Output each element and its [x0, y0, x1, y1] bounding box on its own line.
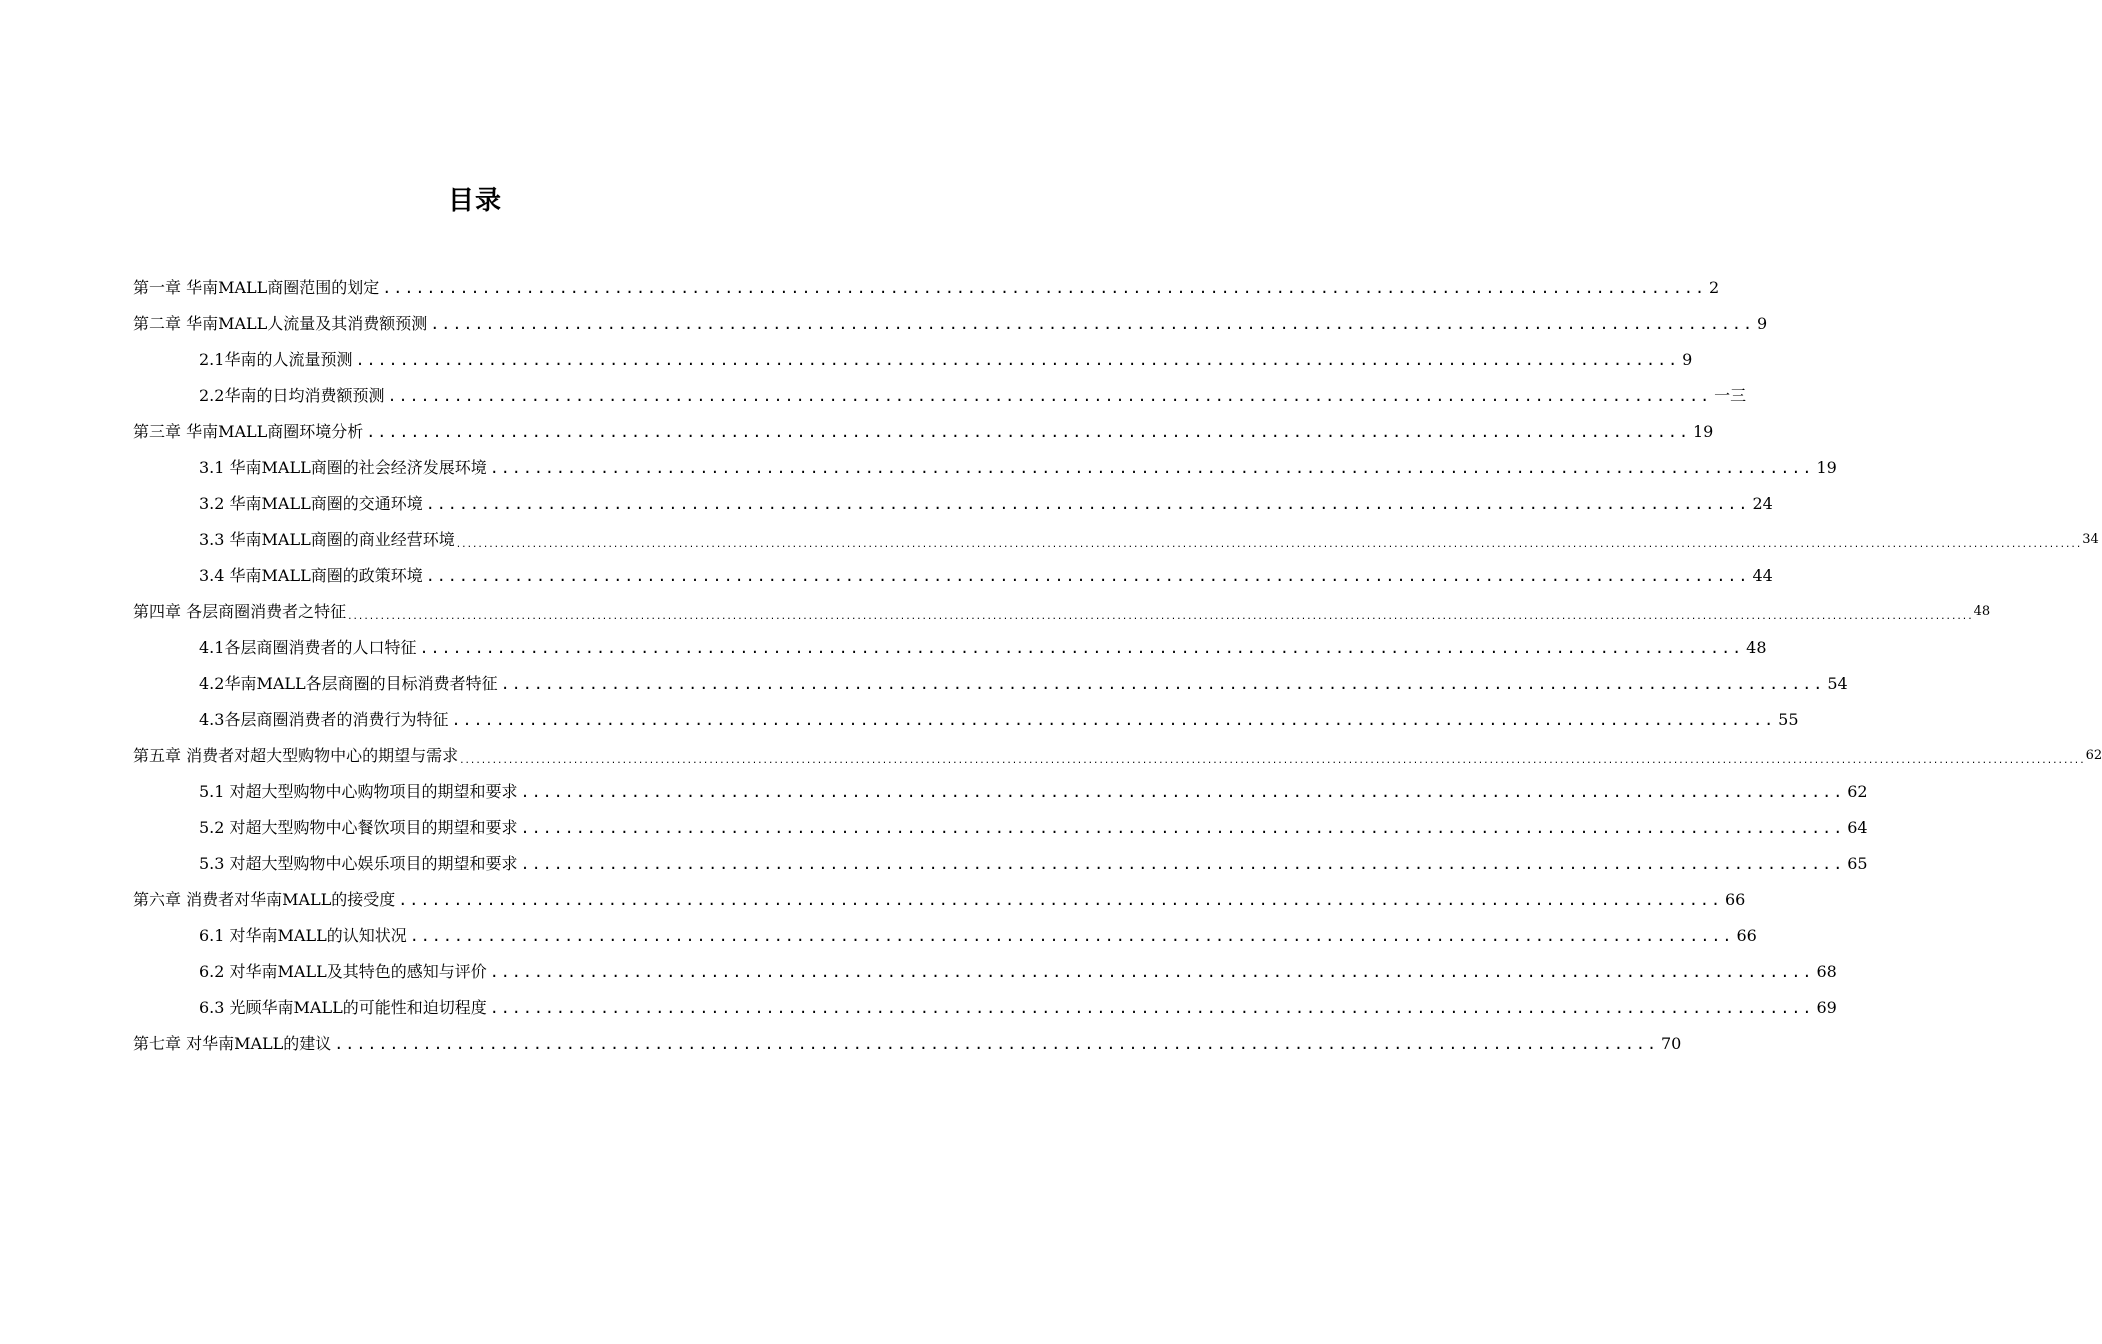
toc-page-number: 19	[1692, 422, 1714, 441]
toc-page-number: 9	[1682, 350, 1693, 369]
toc-dot-leader: ........................................................................................................................	[430, 315, 1754, 333]
toc-entry-title: 6.1 对华南MALL的认知状况	[199, 926, 407, 945]
toc-entry[interactable]	[133, 378, 1747, 414]
toc-entry-title: 第六章 消费者对华南MALL的接受度	[133, 890, 396, 909]
toc-page-number: 48	[1973, 604, 1991, 619]
toc-entry-title: 第一章 华南MALL商圈范围的划定	[133, 278, 380, 297]
toc-entry-title: 3.3 华南MALL商圈的商业经营环境	[199, 530, 455, 549]
toc-entry[interactable]	[133, 270, 1720, 306]
toc-page-number: 34	[2082, 532, 2099, 547]
toc-entry-title: 第三章 华南MALL商圈环境分析	[133, 422, 364, 441]
toc-entry-title: 5.2 对超大型购物中心餐饮项目的期望和要求	[199, 818, 518, 837]
toc-entry-title: 6.3 光顾华南MALL的可能性和迫切程度	[199, 998, 487, 1017]
toc-entry[interactable]	[133, 954, 1837, 990]
toc-entry[interactable]	[133, 702, 1799, 738]
toc-entry-title: 2.1华南的人流量预测	[199, 350, 353, 369]
toc-page-number: 70	[1660, 1034, 1682, 1053]
toc-entry[interactable]	[133, 666, 1848, 702]
toc-page-number: 66	[1736, 926, 1757, 945]
toc-page-number: 一三	[1714, 386, 1747, 405]
toc-entry-title: 6.2 对华南MALL及其特色的感知与评价	[199, 962, 487, 981]
toc-page-number: 19	[1816, 458, 1837, 477]
toc-page-number: 68	[1816, 962, 1837, 981]
toc-entry[interactable]	[133, 918, 1757, 954]
toc-page-number: 62	[1847, 782, 1868, 801]
toc-page-number: 54	[1827, 674, 1848, 693]
toc-entry-title: 第二章 华南MALL人流量及其消费额预测	[133, 314, 428, 333]
toc-entry[interactable]	[133, 882, 1746, 918]
toc-dot-leader: ........................................................................................................................	[425, 495, 1750, 513]
toc-dot-leader: ........................................................................................................................	[489, 459, 1814, 477]
toc-entry[interactable]	[133, 558, 1773, 594]
toc-entry[interactable]	[133, 810, 1868, 846]
toc-dot-leader: ........................................................................................................................	[520, 783, 1845, 801]
toc-dot-leader: ........................................................................................................................	[382, 279, 1706, 297]
toc-dot-leader: ........................................................................................................................	[334, 1035, 1658, 1053]
toc-entry-title: 2.2华南的日均消费额预测	[199, 386, 385, 405]
toc-dot-leader: ........................................................................................................................	[489, 963, 1814, 981]
toc-entry[interactable]	[133, 774, 1868, 810]
toc-dot-leader: ........................................................................................................................	[366, 423, 1690, 441]
toc-page-number: 48	[1746, 638, 1767, 657]
toc-entry[interactable]	[133, 990, 1837, 1026]
toc-dot-leader: ........................................................................................................................	[387, 387, 1712, 405]
toc-entry[interactable]	[133, 522, 2099, 558]
toc-entry-title: 5.3 对超大型购物中心娱乐项目的期望和要求	[199, 854, 518, 873]
toc-page-number: 65	[1847, 854, 1868, 873]
toc-entry[interactable]	[133, 486, 1773, 522]
toc-entry[interactable]	[133, 306, 1768, 342]
toc-page-number: 69	[1816, 998, 1837, 1017]
toc-dot-leader: ............................................................................................................................................................................................................................................................................................................	[347, 612, 1973, 622]
toc-dot-leader: ........................................................................................................................	[520, 855, 1845, 873]
toc-dot-leader: ........................................................................................................................	[398, 891, 1722, 909]
toc-entry[interactable]	[133, 630, 1767, 666]
toc-page-number: 66	[1724, 890, 1746, 909]
table-of-contents	[133, 270, 2102, 1062]
toc-page-number: 62	[2085, 748, 2102, 763]
toc-entry[interactable]	[133, 1026, 1682, 1062]
toc-page-number: 9	[1756, 314, 1768, 333]
toc-dot-leader: ........................................................................................................................	[451, 711, 1776, 729]
toc-dot-leader: ........................................................................................................................	[355, 351, 1680, 369]
toc-page-number: 55	[1778, 710, 1799, 729]
toc-entry-title: 第七章 对华南MALL的建议	[133, 1034, 332, 1053]
toc-entry-title: 3.2 华南MALL商圈的交通环境	[199, 494, 423, 513]
toc-dot-leader: ............................................................................................................................................................................................................................................................................................................	[455, 540, 2082, 550]
toc-entry-title: 第五章 消费者对超大型购物中心的期望与需求	[133, 746, 459, 765]
toc-entry-title: 3.4 华南MALL商圈的政策环境	[199, 566, 423, 585]
toc-entry-title: 5.1 对超大型购物中心购物项目的期望和要求	[199, 782, 518, 801]
toc-dot-leader: ........................................................................................................................	[520, 819, 1845, 837]
toc-entry-title: 4.2华南MALL各层商圈的目标消费者特征	[199, 674, 498, 693]
toc-entry-title: 第四章 各层商圈消费者之特征	[133, 602, 347, 621]
toc-entry[interactable]	[133, 594, 1991, 630]
toc-dot-leader: ........................................................................................................................	[500, 675, 1825, 693]
toc-dot-leader: ............................................................................................................................................................................................................................................................................................................	[459, 756, 2085, 766]
toc-entry-title: 4.3各层商圈消费者的消费行为特征	[199, 710, 449, 729]
toc-entry[interactable]	[133, 846, 1868, 882]
toc-dot-leader: ........................................................................................................................	[409, 927, 1734, 945]
toc-entry[interactable]	[133, 738, 2102, 774]
toc-entry-title: 4.1各层商圈消费者的人口特征	[199, 638, 417, 657]
toc-entry[interactable]	[133, 414, 1714, 450]
toc-page-number: 2	[1708, 278, 1720, 297]
toc-entry[interactable]	[133, 450, 1837, 486]
toc-entry[interactable]	[133, 342, 1693, 378]
toc-dot-leader: ........................................................................................................................	[419, 639, 1744, 657]
toc-dot-leader: ........................................................................................................................	[425, 567, 1750, 585]
toc-dot-leader: ........................................................................................................................	[489, 999, 1814, 1017]
toc-page-number: 44	[1752, 566, 1773, 585]
toc-entry-title: 3.1 华南MALL商圈的社会经济发展环境	[199, 458, 487, 477]
toc-page-number: 24	[1752, 494, 1773, 513]
toc-page-number: 64	[1847, 818, 1868, 837]
page-title: 目录	[447, 186, 502, 216]
